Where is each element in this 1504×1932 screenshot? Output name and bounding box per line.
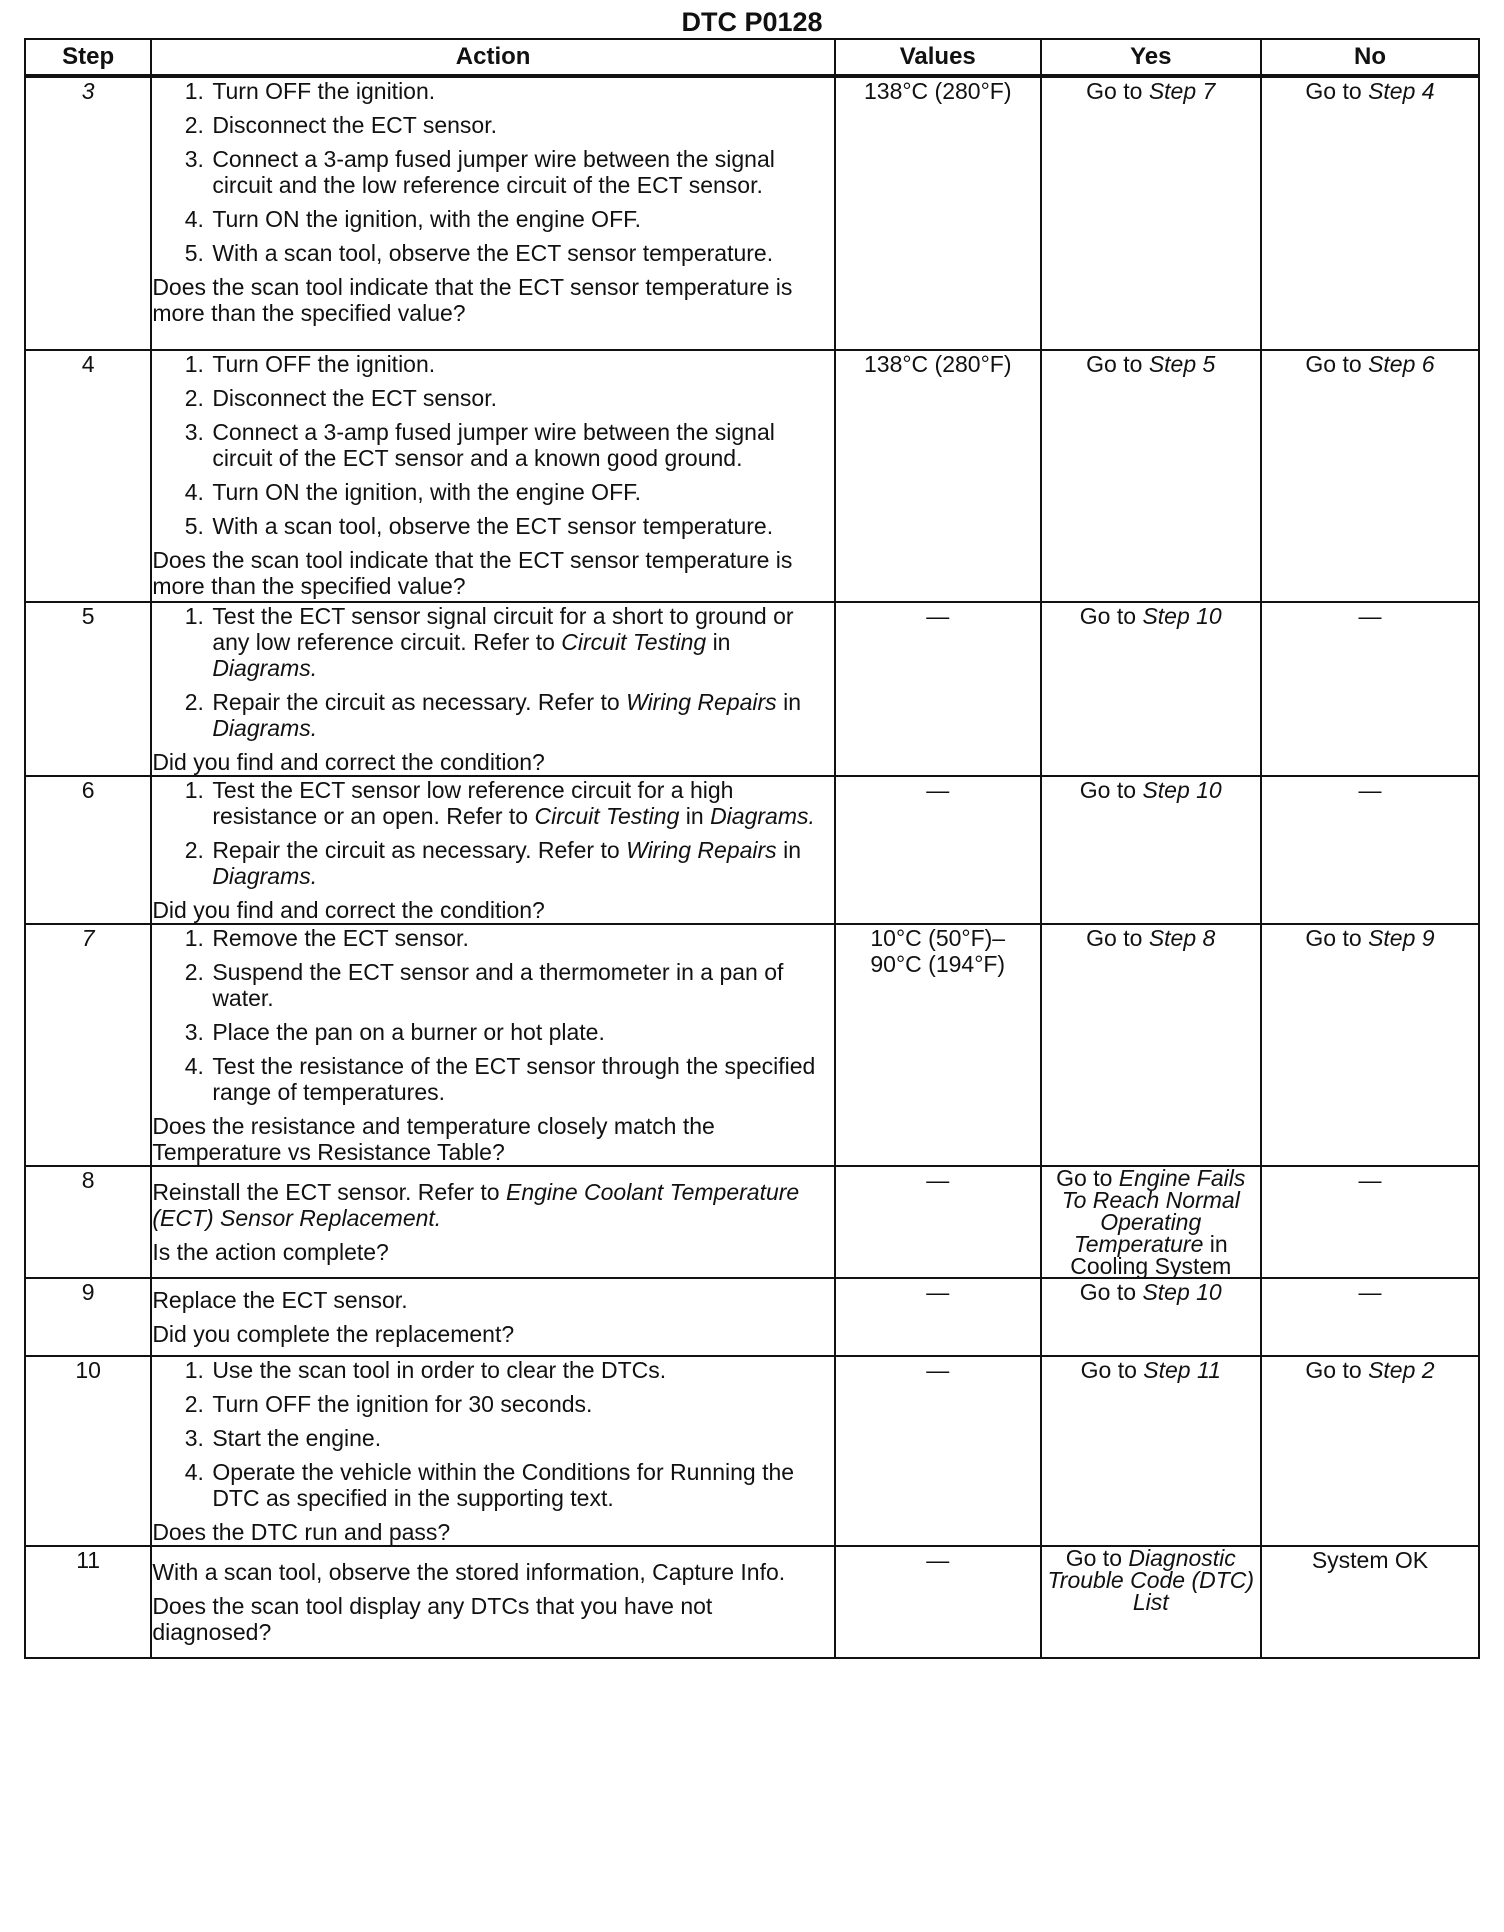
- step-reference: Step 11: [1143, 1357, 1221, 1383]
- action-cell: [151, 1278, 835, 1356]
- table-row-step-11: [25, 1546, 1479, 1658]
- values-cell: —: [835, 776, 1041, 924]
- cross-reference: Wiring Repairs: [626, 689, 777, 715]
- action-question: Is the action complete?: [152, 1239, 389, 1265]
- values-cell: 138°C (280°F): [835, 76, 1041, 350]
- action-question: Did you find and correct the condition?: [152, 897, 545, 923]
- values-line: 90°C (194°F): [870, 951, 1006, 977]
- action-cell: [151, 350, 835, 602]
- action-item: 2. Disconnect the ECT sensor.: [210, 385, 834, 411]
- go-to-label: Go to: [1305, 1357, 1362, 1383]
- go-to-label: Go to: [1305, 351, 1362, 377]
- yes-cell: [1041, 776, 1261, 924]
- action-list: [152, 351, 834, 539]
- values-cell: —: [835, 1546, 1041, 1658]
- action-item: 3. Connect a 3-amp fused jumper wire between the signal circuit of the ECT sensor and a known good ground.: [210, 419, 834, 471]
- cross-reference: Engine Coolant Temperature (ECT) Sensor Replacement.: [152, 1179, 800, 1231]
- action-item: 5. With a scan tool, observe the ECT sensor temperature.: [210, 513, 834, 539]
- header-action: Action: [151, 39, 835, 76]
- action-list: [152, 78, 834, 266]
- action-list: [152, 777, 834, 889]
- go-to-label: Go to: [1086, 925, 1143, 951]
- step-number: 5: [25, 602, 151, 776]
- values-cell: —: [835, 1166, 1041, 1278]
- action-cell: [151, 1356, 835, 1546]
- action-text: With a scan tool, observe the stored information, Capture Info.: [152, 1559, 786, 1585]
- step-reference: Step 6: [1368, 351, 1435, 377]
- action-item: 1. Use the scan tool in order to clear the DTCs.: [210, 1357, 834, 1383]
- no-cell: [1261, 76, 1479, 350]
- action-cell: [151, 76, 835, 350]
- action-question: Does the DTC run and pass?: [152, 1519, 451, 1545]
- action-cell: [151, 924, 835, 1166]
- action-item: 1. Turn OFF the ignition.: [210, 351, 834, 377]
- action-text: Reinstall the ECT sensor. Refer to Engine Coolant Temperature (ECT) Sensor Replacement.: [152, 1179, 800, 1231]
- action-item: 4. Test the resistance of the ECT sensor through the specified range of temperatures.: [210, 1053, 834, 1105]
- step-number: 7: [25, 924, 151, 1166]
- go-to-label: Go to: [1305, 925, 1362, 951]
- table-row-step-7: [25, 924, 1479, 1166]
- values-cell: —: [835, 1278, 1041, 1356]
- step-reference: Step 7: [1148, 78, 1216, 104]
- action-item: 4. Turn ON the ignition, with the engine OFF.: [210, 479, 834, 505]
- action-item: 2. Disconnect the ECT sensor.: [210, 112, 834, 138]
- values-line: 10°C (50°F)–: [870, 925, 1006, 951]
- action-item: 2. Repair the circuit as necessary. Refer to Wiring Repairs in Diagrams.: [210, 837, 834, 889]
- go-to-label: Go to: [1080, 1357, 1137, 1383]
- step-number: 8: [25, 1166, 151, 1278]
- step-number: 6: [25, 776, 151, 924]
- no-cell: [1261, 350, 1479, 602]
- action-cell: [151, 1166, 835, 1278]
- header-no: No: [1261, 39, 1479, 76]
- no-cell: —: [1261, 602, 1479, 776]
- step-number: 10: [25, 1356, 151, 1546]
- action-question: Does the scan tool indicate that the ECT sensor temperature is more than the specified value?: [152, 547, 793, 599]
- no-cell: [1261, 924, 1479, 1166]
- table-row-step-3: [25, 76, 1479, 350]
- cross-reference: Wiring Repairs: [626, 837, 777, 863]
- step-number: 4: [25, 350, 151, 602]
- yes-cell: [1041, 76, 1261, 350]
- table-row-step-4: [25, 350, 1479, 602]
- yes-cell: [1041, 1546, 1261, 1658]
- action-list: [152, 925, 834, 1105]
- table-row-step-5: [25, 602, 1479, 776]
- action-cell: [151, 776, 835, 924]
- cross-reference: Circuit Testing: [561, 629, 707, 655]
- action-cell: [151, 602, 835, 776]
- no-cell: —: [1261, 1278, 1479, 1356]
- step-number: 9: [25, 1278, 151, 1356]
- go-to-label: Go to: [1065, 1545, 1122, 1571]
- step-reference: Step 5: [1148, 351, 1216, 377]
- table-row-step-9: [25, 1278, 1479, 1356]
- no-cell: —: [1261, 1166, 1479, 1278]
- values-cell: 138°C (280°F): [835, 350, 1041, 602]
- values-cell: —: [835, 1356, 1041, 1546]
- yes-cell: [1041, 1278, 1261, 1356]
- action-item: 4. Turn ON the ignition, with the engine OFF.: [210, 206, 834, 232]
- action-question: Does the scan tool indicate that the ECT sensor temperature is more than the specified value?: [152, 274, 793, 326]
- step-number: 3: [25, 76, 151, 350]
- no-cell: —: [1261, 776, 1479, 924]
- go-to-label: Go to: [1079, 603, 1137, 629]
- action-item: 3. Connect a 3-amp fused jumper wire between the signal circuit and the low reference circuit of the ECT sensor.: [210, 146, 834, 198]
- document-reference: Diagrams.: [212, 655, 318, 681]
- action-item: 1. Test the ECT sensor signal circuit for a short to ground or any low reference circuit. Refer to Circuit Testing in Diagrams.: [210, 603, 834, 681]
- action-item: 4. Operate the vehicle within the Conditions for Running the DTC as specified in the supporting text.: [210, 1459, 834, 1511]
- document-reference: Diagrams.: [212, 715, 318, 741]
- action-item: 1. Test the ECT sensor low reference circuit for a high resistance or an open. Refer to Circuit Testing in Diagrams.: [210, 777, 834, 829]
- document-reference: Diagrams.: [212, 863, 318, 889]
- header-step: Step: [25, 39, 151, 76]
- yes-cell: [1041, 1356, 1261, 1546]
- step-reference: Step 10: [1142, 777, 1222, 803]
- header-values: Values: [835, 39, 1041, 76]
- diagnostic-table: [24, 38, 1480, 1659]
- table-row-step-6: [25, 776, 1479, 924]
- action-question: Does the scan tool display any DTCs that you have not diagnosed?: [152, 1593, 713, 1645]
- yes-cell: Go to Engine Fails To Reach Normal Operating Temperature in Cooling System: [1041, 1166, 1261, 1278]
- system-reference: Cooling System: [1070, 1253, 1232, 1279]
- document-title: DTC P0128: [681, 7, 823, 37]
- yes-cell: [1041, 602, 1261, 776]
- diagnostic-reference: Diagnostic Trouble Code (DTC) List: [1047, 1545, 1255, 1615]
- action-item: 3. Place the pan on a burner or hot plate.: [210, 1019, 834, 1045]
- action-list: [152, 1357, 834, 1511]
- action-item: 3. Start the engine.: [210, 1425, 834, 1451]
- table-row-step-10: [25, 1356, 1479, 1546]
- step-reference: Step 10: [1142, 1279, 1222, 1305]
- action-item: 1. Remove the ECT sensor.: [210, 925, 834, 951]
- table-header-row: [25, 39, 1479, 76]
- action-item: 2. Suspend the ECT sensor and a thermometer in a pan of water.: [210, 959, 834, 1011]
- step-reference: Step 10: [1142, 603, 1222, 629]
- go-to-label: Go to: [1079, 1279, 1137, 1305]
- action-question: Does the resistance and temperature closely match the Temperature vs Resistance Table?: [152, 1113, 715, 1165]
- go-to-label: Go to: [1086, 351, 1143, 377]
- step-reference: Step 8: [1148, 925, 1216, 951]
- action-question: Did you complete the replacement?: [152, 1321, 515, 1347]
- values-cell: [835, 924, 1041, 1166]
- table-row-step-8: [25, 1166, 1479, 1278]
- yes-cell: [1041, 924, 1261, 1166]
- action-question: Did you find and correct the condition?: [152, 749, 545, 775]
- action-item: 2. Turn OFF the ignition for 30 seconds.: [210, 1391, 834, 1417]
- step-number: 11: [25, 1546, 151, 1658]
- go-to-label: Go to: [1079, 777, 1137, 803]
- action-cell: [151, 1546, 835, 1658]
- action-item: 5. With a scan tool, observe the ECT sensor temperature.: [210, 240, 834, 266]
- diagnostic-reference: Engine Fails To Reach Normal Operating Temperature: [1061, 1165, 1246, 1257]
- action-text: Replace the ECT sensor.: [152, 1287, 408, 1313]
- go-to-label: Go to: [1305, 78, 1362, 104]
- document-reference: Diagrams.: [710, 803, 815, 829]
- step-reference: Step 9: [1368, 925, 1435, 951]
- no-cell: [1261, 1356, 1479, 1546]
- header-yes: Yes: [1041, 39, 1261, 76]
- action-item: 1. Turn OFF the ignition.: [210, 78, 834, 104]
- yes-cell: [1041, 350, 1261, 602]
- values-cell: —: [835, 602, 1041, 776]
- step-reference: Step 2: [1368, 1357, 1435, 1383]
- action-item: 2. Repair the circuit as necessary. Refer to Wiring Repairs in Diagrams.: [210, 689, 834, 741]
- step-reference: Step 4: [1368, 78, 1435, 104]
- go-to-label: Go to: [1056, 1165, 1113, 1191]
- no-cell: System OK: [1261, 1546, 1479, 1658]
- go-to-label: Go to: [1086, 78, 1143, 104]
- cross-reference: Circuit Testing: [534, 803, 680, 829]
- action-list: [152, 603, 834, 741]
